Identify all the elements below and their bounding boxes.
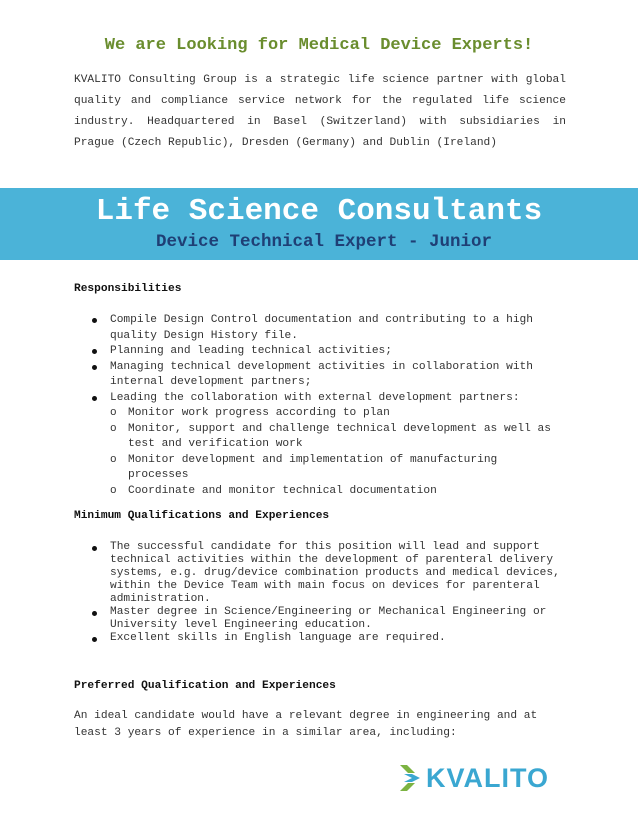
list-item: Compile Design Control documentation and contributing to a high quality Design History file. [90,313,560,344]
logo-text: KVALITO [426,762,550,793]
list-item: Excellent skills in English language are required. [90,632,560,645]
responsibilities-heading: Responsibilities [74,283,182,295]
preferred-qualifications-heading: Preferred Qualification and Experiences [74,680,336,692]
external-partners-sublist [110,406,560,499]
sub-list-item: o Monitor development and implementation of manufacturing processes [110,453,560,484]
sub-list-item: o Monitor work progress according to plan [110,406,560,422]
kvalito-logo [400,763,549,793]
banner-title: Life Science Consultants [95,194,543,229]
list-item: The successful candidate for this position will lead and support technical activities within the development of parenteral delivery systems, e.g. drug/device combination products and medical devices, within the Device Team with main focus on devices for parenteral administration. [90,541,560,606]
list-item: Managing technical development activities in collaboration with internal development partners; [90,360,560,391]
sub-list-item: o Monitor, support and challenge technical development as well as test and verification work [110,422,560,453]
preferred-qualifications-text: An ideal candidate would have a relevant degree in engineering and at least 3 years of experience in a similar area, including: [74,710,538,739]
kvalito-chevron-icon [400,765,422,791]
banner-subtitle: Device Technical Expert - Junior [155,232,493,252]
sub-list-item: o Coordinate and monitor technical documentation [110,484,560,500]
list-item: Leading the collaboration with external development partners: o Monitor work progress according to plan o Monitor, support and challenge technical development as well as test and verification work o Monitor development and implementation of manufacturing processes o Coordinate and monitor technical documentation [90,391,560,500]
title-banner [0,188,638,260]
list-item: Master degree in Science/Engineering or Mechanical Engineering or University level Engineering education. [90,606,560,632]
list-item: Planning and leading technical activities; [90,344,560,360]
page-headline: We are Looking for Medical Device Experts! [104,36,534,55]
responsibilities-list [90,313,560,499]
company-intro: KVALITO Consulting Group is a strategic life science partner with global quality and compliance service network for the regulated life science industry. Headquartered in Basel (Switzerland) with subsidiaries in Prague (Czech Republic), Dresden (Germany) and Dublin (Ireland) [74,74,566,149]
minimum-qualifications-heading: Minimum Qualifications and Experiences [74,510,330,522]
minimum-qualifications-list [90,541,560,645]
